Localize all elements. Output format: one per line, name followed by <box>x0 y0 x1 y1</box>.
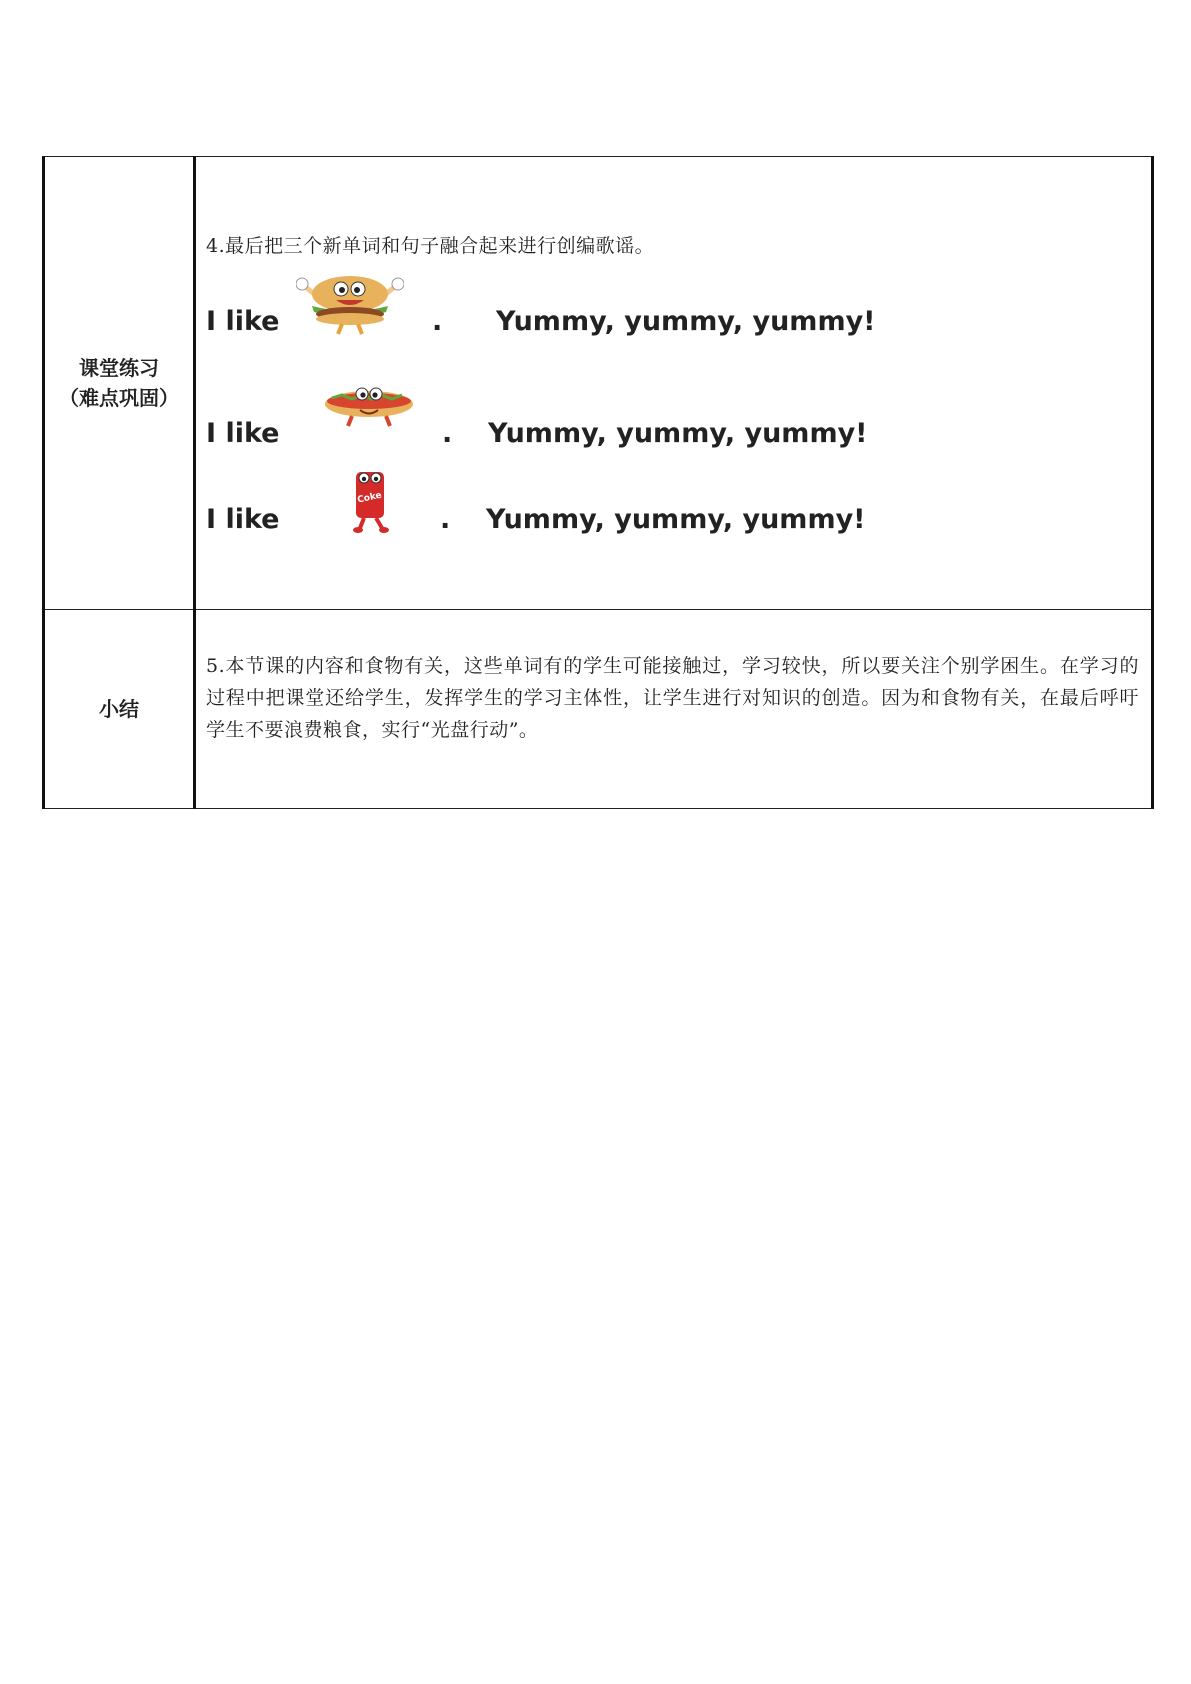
label-line-2: （难点巩固） <box>59 386 179 410</box>
chant-suffix: Yummy, yummy, yummy! <box>496 306 876 337</box>
label-line-1: 课堂练习 <box>79 356 159 380</box>
coke-icon <box>344 466 396 543</box>
hot-dog-icon <box>322 382 416 443</box>
hamburger-icon <box>296 272 404 343</box>
lesson-plan-table <box>42 156 1154 809</box>
table-row-summary <box>44 610 1153 809</box>
chant-blank-dot: . <box>440 504 451 535</box>
chant-prefix: I like <box>206 504 280 535</box>
practice-intro: 4.最后把三个新单词和句子融合起来进行创编歌谣。 <box>206 235 655 257</box>
chant-prefix: I like <box>206 418 280 449</box>
table-row-practice <box>44 157 1153 610</box>
chant-prefix: I like <box>206 306 280 337</box>
row-label-practice <box>44 157 195 610</box>
practice-content <box>195 157 1153 610</box>
summary-content <box>195 610 1153 809</box>
chant-line-3 <box>196 466 1151 570</box>
chant-suffix: Yummy, yummy, yummy! <box>486 504 866 535</box>
row-label-summary: 小结 <box>44 610 195 809</box>
chant-blank-dot: . <box>442 418 453 449</box>
chant-suffix: Yummy, yummy, yummy! <box>488 418 868 449</box>
chant-line-1 <box>196 272 1151 376</box>
coke-can-label: Coke <box>356 490 383 506</box>
summary-text: 5.本节课的内容和食物有关，这些单词有的学生可能接触过，学习较快，所以要关注个别学困生。在学习的过程中把课堂还给学生，发挥学生的学习主体性，让学生进行对知识的创造。因为和食物有关，在最后呼吁学生不要浪费粮食，实行“光盘行动”。 <box>206 655 1139 741</box>
chant-blank-dot: . <box>432 306 443 337</box>
